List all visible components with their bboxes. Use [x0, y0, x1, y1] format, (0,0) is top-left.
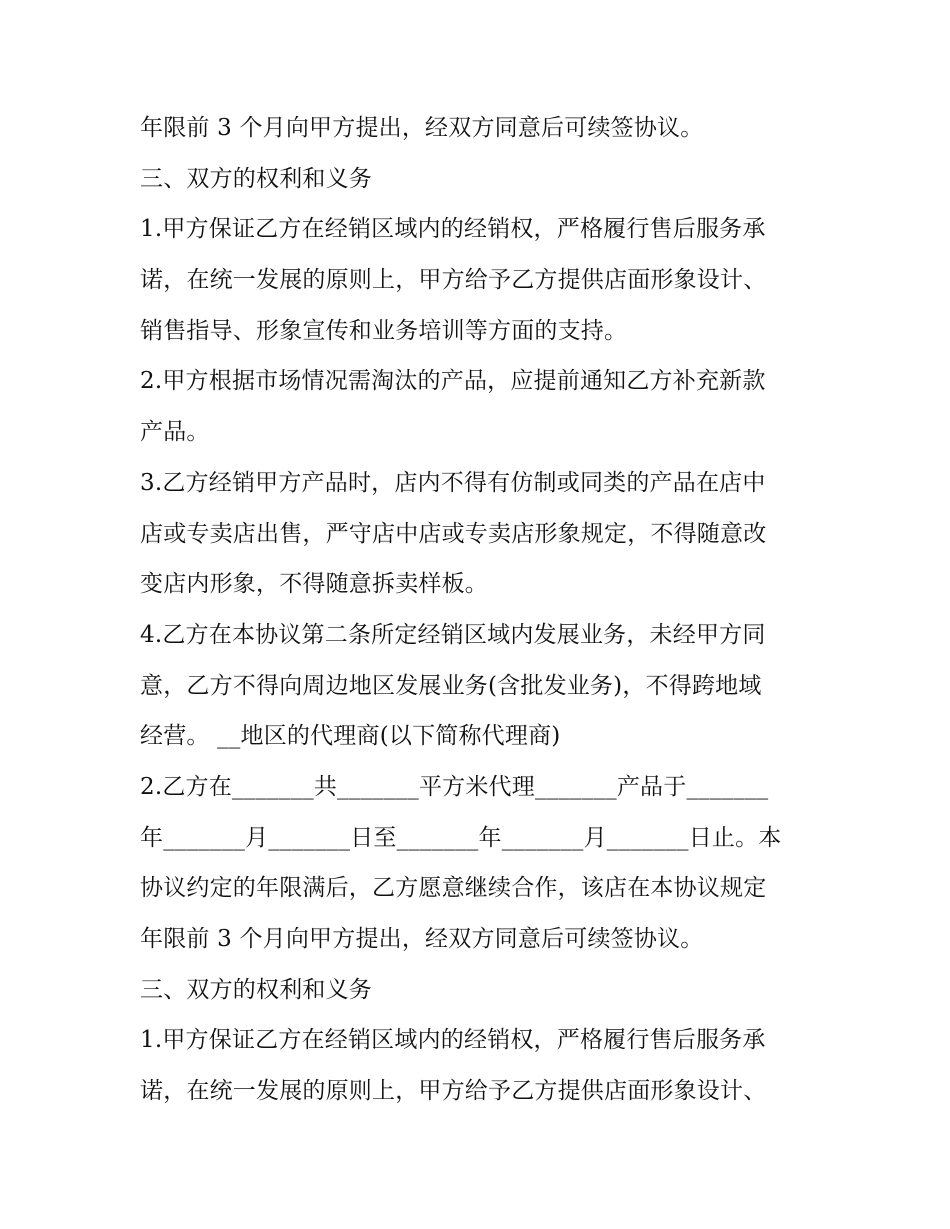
section-heading: 三、双方的权利和义务: [140, 165, 372, 192]
text-line: 年限前 3 个月向甲方提出，经双方同意后可续签协议。: [140, 926, 704, 952]
text-line: 2.甲方根据市场情况需淘汰的产品，应提前通知乙方补充新款: [140, 368, 766, 395]
text-line: 3.乙方经销甲方产品时，店内不得有仿制或同类的产品在店中: [140, 469, 766, 496]
text-line: 1.甲方保证乙方在经销区域内的经销权，严格履行售后服务承: [140, 1027, 766, 1054]
document-body: [140, 103, 820, 1117]
text-line: 诺，在统一发展的原则上，甲方给予乙方提供店面形象设计、: [140, 1078, 767, 1105]
text-line: 销售指导、形象宣传和业务培训等方面的支持。: [140, 317, 628, 344]
text-line: 1.甲方保证乙方在经销区域内的经销权，严格履行售后服务承: [140, 216, 766, 243]
text-line: 年_______月_______日至_______年_______月_______日止。本: [140, 824, 782, 851]
text-line: 年限前 3 个月向甲方提出，经双方同意后可续签协议。: [140, 115, 704, 141]
text-line: 诺，在统一发展的原则上，甲方给予乙方提供店面形象设计、: [140, 267, 767, 294]
text-line: 店或专卖店出售，严守店中店或专卖店形象规定，不得随意改: [140, 520, 767, 547]
section-heading: 三、双方的权利和义务: [140, 976, 372, 1003]
text-line: 产品。: [140, 419, 210, 446]
text-line: 意，乙方不得向周边地区发展业务(含批发业务)，不得跨地域: [140, 672, 762, 699]
text-line: 变店内形象，不得随意拆卖样板。: [140, 571, 488, 598]
text-line: 协议约定的年限满后，乙方愿意继续合作，该店在本协议规定: [140, 875, 767, 902]
text-line: 4.乙方在本协议第二条所定经销区域内发展业务，未经甲方同: [140, 621, 766, 648]
text-line: 2.乙方在_______共_______平方米代理_______产品于_______: [140, 773, 769, 800]
text-line: 经营。 __地区的代理商(以下简称代理商): [140, 723, 561, 750]
